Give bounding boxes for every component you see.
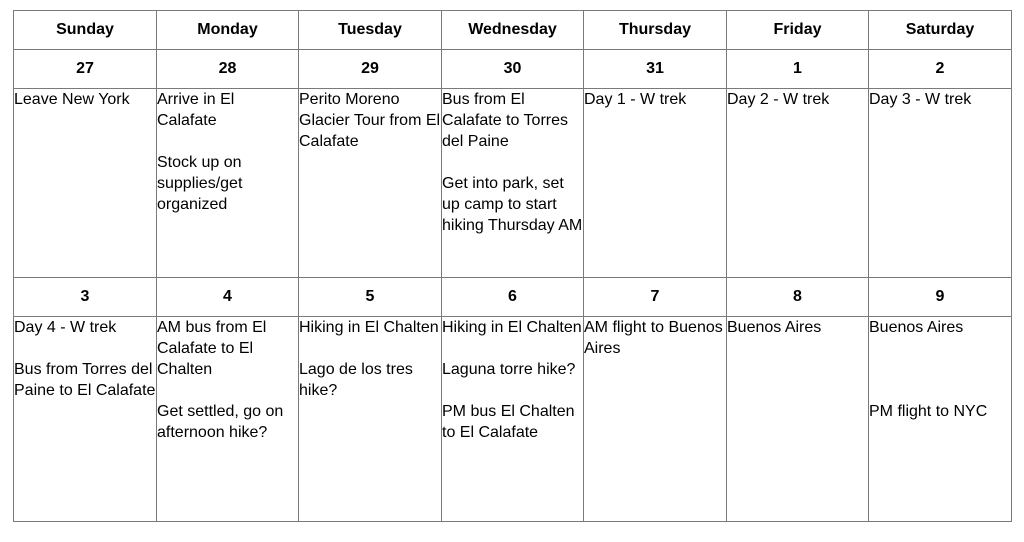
event-text: Bus from El Calafate to Torres del Paine bbox=[442, 91, 568, 150]
event-text: Day 4 - W trek bbox=[14, 319, 117, 336]
date-cell: 3 bbox=[14, 278, 157, 317]
event-cell bbox=[14, 317, 157, 522]
weekday-header-thursday: Thursday bbox=[584, 11, 727, 50]
event-text: AM flight to Buenos Aires bbox=[584, 319, 723, 357]
weekday-header-row bbox=[14, 11, 1012, 50]
date-cell: 6 bbox=[442, 278, 584, 317]
weekday-header-saturday: Saturday bbox=[869, 11, 1012, 50]
date-cell: 2 bbox=[869, 50, 1012, 89]
event-cell bbox=[727, 317, 869, 522]
date-cell: 4 bbox=[157, 278, 299, 317]
event-cell bbox=[299, 89, 442, 278]
event-text: AM bus from El Calafate to El Chalten bbox=[157, 319, 267, 378]
date-cell: 27 bbox=[14, 50, 157, 89]
event-cell bbox=[727, 89, 869, 278]
date-cell: 5 bbox=[299, 278, 442, 317]
event-text: Day 1 - W trek bbox=[584, 91, 687, 108]
event-text: PM bus El Chalten to El Calafate bbox=[442, 403, 575, 441]
date-cell: 28 bbox=[157, 50, 299, 89]
week2-date-row bbox=[14, 278, 1012, 317]
event-text: Hiking in El Chalten bbox=[442, 319, 582, 336]
event-text: Buenos Aires bbox=[727, 319, 822, 336]
weekday-header-friday: Friday bbox=[727, 11, 869, 50]
event-cell bbox=[584, 317, 727, 522]
weekday-header-sunday: Sunday bbox=[14, 11, 157, 50]
event-text: Get into park, set up camp to start hiking Thursday AM bbox=[442, 175, 583, 234]
event-text: Arrive in El Calafate bbox=[157, 91, 235, 129]
event-cell bbox=[299, 317, 442, 522]
event-text: Laguna torre hike? bbox=[442, 361, 576, 378]
date-cell: 30 bbox=[442, 50, 584, 89]
event-text: Day 2 - W trek bbox=[727, 91, 830, 108]
event-cell bbox=[869, 317, 1012, 522]
weekday-header-wednesday: Wednesday bbox=[442, 11, 584, 50]
date-cell: 8 bbox=[727, 278, 869, 317]
event-text: Bus from Torres del Paine to El Calafate bbox=[14, 361, 156, 399]
week2-events-row bbox=[14, 317, 1012, 522]
event-text: Day 3 - W trek bbox=[869, 91, 972, 108]
event-text: Leave New York bbox=[14, 91, 130, 108]
event-cell bbox=[14, 89, 157, 278]
event-text: Get settled, go on afternoon hike? bbox=[157, 403, 284, 441]
event-cell bbox=[442, 89, 584, 278]
event-text: Buenos Aires bbox=[869, 319, 964, 336]
weekday-header-tuesday: Tuesday bbox=[299, 11, 442, 50]
week1-events-row bbox=[14, 89, 1012, 278]
calendar-table bbox=[13, 10, 1012, 522]
week1-date-row bbox=[14, 50, 1012, 89]
date-cell: 31 bbox=[584, 50, 727, 89]
date-cell: 1 bbox=[727, 50, 869, 89]
event-cell bbox=[869, 89, 1012, 278]
event-text: Hiking in El Chalten bbox=[299, 319, 439, 336]
date-cell: 7 bbox=[584, 278, 727, 317]
event-cell bbox=[157, 317, 299, 522]
event-text: Perito Moreno Glacier Tour from El Calafate bbox=[299, 91, 441, 150]
date-cell: 29 bbox=[299, 50, 442, 89]
event-text: Stock up on supplies/get organized bbox=[157, 154, 243, 213]
event-cell bbox=[442, 317, 584, 522]
event-text: PM flight to NYC bbox=[869, 403, 988, 420]
event-cell bbox=[584, 89, 727, 278]
weekday-header-monday: Monday bbox=[157, 11, 299, 50]
date-cell: 9 bbox=[869, 278, 1012, 317]
event-text: Lago de los tres hike? bbox=[299, 361, 413, 399]
event-cell bbox=[157, 89, 299, 278]
